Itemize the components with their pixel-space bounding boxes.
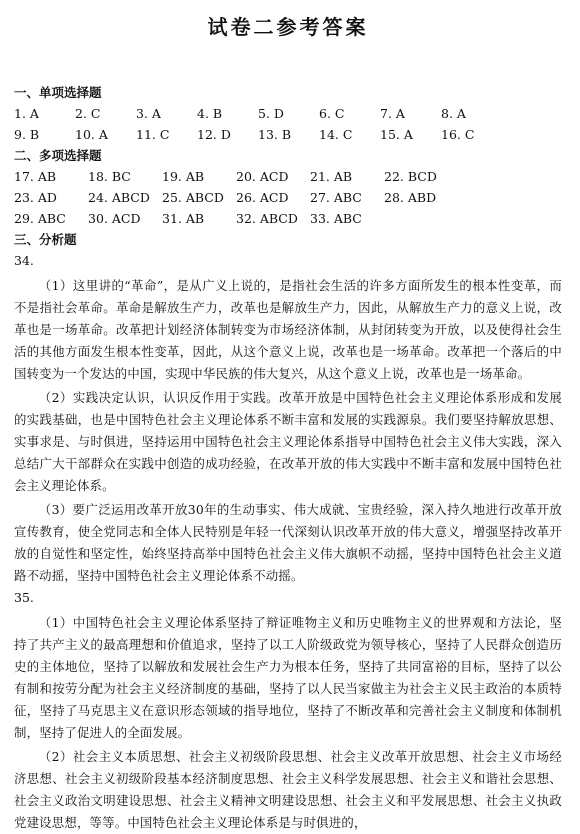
answer-item: 4. B [197,106,223,121]
answer-item: 1. A [14,106,39,121]
section-single-choice [14,82,562,145]
answer-paragraph: （1）中国特色社会主义理论体系坚持了辩证唯物主义和历史唯物主义的世界观和方法论，坚持了共产主义的最高理想和价值追求，坚持了以工人阶级政党为领导核心，坚持了人民群众创造历史的主体地位，坚持了以解放和发展社会生产力为根本任务，坚持了共同富裕的目标，坚持了以公有制和按劳分配为社会主义经济制度的基础，坚持了以人民当家做主为社会主义民主政治的本质特征，坚持了马克思主义在意识形态领域的指导地位，坚持了不断改革和完善社会主义制度和体制机制，坚持了促进人的全面发展。 [14,615,562,740]
answer-item: 15. A [380,127,413,142]
answer-item: 21. AB [310,169,353,184]
answer-item: 5. D [258,106,284,121]
answer-item: 10. A [75,127,108,142]
answer-item: 24. ABCD [88,190,150,205]
answer-row [14,124,562,145]
answer-item: 22. BCD [384,169,437,184]
answer-item: 14. C [319,127,353,142]
section-analysis [14,229,562,834]
answer-paragraph: （2）社会主义本质思想、社会主义初级阶段思想、社会主义改革开放思想、社会主义市场经济思想、社会主义初级阶段基本经济制度思想、社会主义科学发展思想、社会主义和谐社会思想、社会主义政治文明建设思想、社会主义精神文明建设思想、社会主义和平发展思想、社会主义执政党建设思想，等等。中国特色社会主义理论体系是与时俱进的， [14,749,562,830]
answer-row [14,166,562,187]
answer-item: 8. A [441,106,466,121]
page-title: 试卷二参考答案 [207,15,369,39]
answer-row [14,103,562,124]
answer-item: 32. ABCD [236,211,298,226]
section-heading-single-choice: 一、单项选择题 [14,85,102,100]
answer-item: 19. AB [162,169,205,184]
answer-item: 7. A [380,106,405,121]
answer-item: 27. ABC [310,190,362,205]
answer-item: 13. B [258,127,292,142]
section-multiple-choice [14,145,562,229]
answer-item: 6. C [319,106,345,121]
question-number-34: 34. [14,253,34,268]
answer-item: 9. B [14,127,40,142]
answer-row [14,187,562,208]
answer-paragraph: （2）实践决定认识，认识反作用于实践。改革开放是中国特色社会主义理论体系形成和发展的实践基础，也是中国特色社会主义理论体系不断丰富和发展的实践源泉。我们要坚持解放思想、实事求是、与时俱进，坚持运用中国特色社会主义理论体系指导中国特色社会主义伟大实践，深入总结广大干部群众在实践中创造的成功经验，在改革开放的伟大实践中不断丰富和发展中国特色社会主义理论体系。 [14,390,562,493]
answer-paragraph: （3）要广泛运用改革开放30年的生动事实、伟大成就、宝贵经验，深入持久地进行改革开放宣传教育，使全党同志和全体人民特别是年轻一代深刻认识改革开放的伟大意义，增强坚持改革开放的自觉性和坚定性，始终坚持高举中国特色社会主义伟大旗帜不动摇，坚持中国特色社会主义道路不动摇，坚持中国特色社会主义理论体系不动摇。 [14,502,562,583]
section-heading-analysis: 三、分析题 [14,232,77,247]
answer-item: 28. ABD [384,190,437,205]
answer-item: 29. ABC [14,211,66,226]
answer-item: 16. C [441,127,475,142]
answer-paragraph: （1）这里讲的“革命”，是从广义上说的，是指社会生活的许多方面所发生的根本性变革，而不是指社会革命。革命是解放生产力，改革也是解放生产力，因此，从解放生产力的意义上说，改革也是一场革命。改革把计划经济体制转变为市场经济体制，从封闭转变为开放，以及使得社会生活的其他方面发生根本性变革，因此，从这个意义上说，改革也是一场革命。改革把一个落后的中国转变为一个发达的中国，实现中华民族的伟大复兴，从这个意义上说，改革也是一场革命。 [14,278,562,381]
answer-item: 31. AB [162,211,205,226]
answer-item: 11. C [136,127,170,142]
answer-item: 23. AD [14,190,57,205]
answer-item: 33. ABC [310,211,362,226]
section-heading-multiple-choice: 二、多项选择题 [14,148,102,163]
question-number-35: 35. [14,590,34,605]
answer-row [14,208,562,229]
answer-item: 26. ACD [236,190,289,205]
answer-item: 25. ABCD [162,190,224,205]
answer-item: 30. ACD [88,211,141,226]
answer-item: 18. BC [88,169,131,184]
answer-item: 20. ACD [236,169,289,184]
answer-item: 3. A [136,106,161,121]
answer-item: 2. C [75,106,101,121]
answer-item: 17. AB [14,169,57,184]
answer-item: 12. D [197,127,231,142]
